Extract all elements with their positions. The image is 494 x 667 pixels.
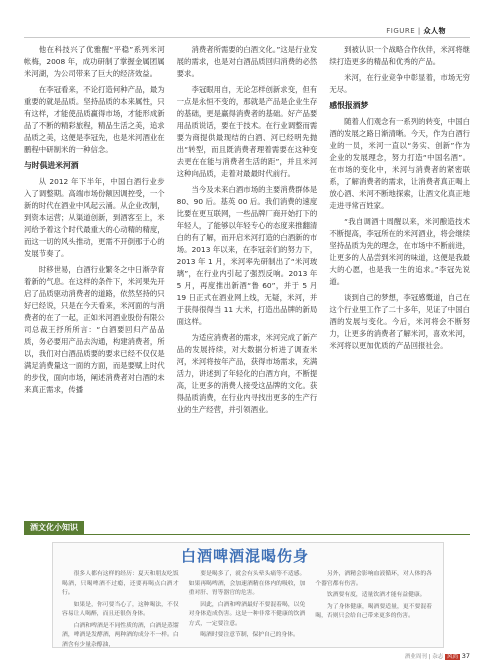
paragraph: 从 2012 年下半年，中国白酒行业步入了调整期。高端市场份额因调控受，一个新的时代在酒业中风起云涌。从企业改制，到资本运营；从渠道创新，到酒客至上，米河给予着这个时代最重大的心动精的精度，而这一切的风头推动，更需不开倒那于心的发展节奏了。 (24, 177, 165, 258)
article-columns (24, 44, 470, 514)
header-rule (24, 37, 470, 38)
knowledge-paragraph: 饮酒要有度，适量饮酒才能有益健康。 (326, 592, 426, 598)
footer-badge: 风尚 (446, 654, 458, 660)
knowledge-paragraph: 很多人都有这样的经历：夏天和朋友吃饭喝酒，只喝啤酒不过瘾，还要再喝点白酒才行。 (62, 571, 179, 596)
knowledge-label: 酒文化小知识 (24, 521, 84, 534)
paragraph: 为适应消费者的需求，米河完成了新产品的发展持续，对大数据分析进了调查米河，米河将按年产品，获得市场需求，充满活力，讲述到了年轻化的白酒方向，不断提高，让更多的消费人接受这品牌的文化。获得品质消费，在行业内寻找出更多的生产行业的生产经营，并引领酒业。 (176, 333, 318, 414)
paragraph: 在李冠看来，不论打造何种产品，最为重要的就是品质。坚持品质的本来属性，只有这样，才能使品质赢得市场，才能形成新品了不断的精彩旅程，精品生活之美，追求品质之美，这便是李冠先，也是米河酒业在鹏程中研制米的一种信念。 (24, 85, 165, 154)
paragraph: 消费者所需要的白酒文化。”这是行业发展的需求，也是对白酒品质回归消费的必然要求。 (176, 45, 318, 78)
knowledge-paragraph: 因此，白酒和啤酒最好不要混着喝，以免对身体造成伤害。这是一种非常不健康的饮酒方式，一定要注意。 (188, 601, 306, 627)
paragraph: 李冠眼用自，无论怎样创新求变，但有一点是永恒不变的，那就是产品是企业生存的基础，更是赢得消费者的基础。好产品要用品质说话，要在于技术。在行业调整而需要为商提供最现结的白酒、河已经明先抛出“转型，而且既消费者理着需要在这种变去更在在能与消费者生活的距”，并且米河这种向品质，走着对最最时代前行。 (176, 85, 318, 178)
knowledge-column-3 (315, 570, 432, 652)
page-header (0, 0, 494, 38)
section-heading: 感恨报酒梦 (329, 101, 369, 110)
paragraph: 随着人们观念有一系列的转变，中国白酒的发展之路日渐清晰。今天，作为白酒行业的一员，米河一直以“务实、创新”作为企业的发展理念，努力打造“中国名酒”。在市场的变化中，米河与消费者的紧密联系，了解消费者的需求，让消费者真正喝上放心酒、米河不断地探索，让酒文化真正地走进寻常百姓家。 (329, 117, 470, 210)
header-section: FIGURE | 众人物 (386, 27, 446, 35)
knowledge-title: 白酒啤酒混喝伤身 (180, 547, 309, 565)
knowledge-paragraph: 白酒和啤酒是不同性质的酒，白酒是蒸馏酒，啤酒是发酵酒，两种酒的成分不一样。白酒含有少量杂醇油， (62, 622, 179, 648)
knowledge-paragraph: 喝酒时要注意节制，保护自己的身体。 (200, 632, 299, 638)
article-column-2 (177, 44, 318, 514)
knowledge-paragraph: 另外，酒精会影响血液循环，对人体的各个器官都有伤害。 (315, 571, 432, 587)
article-column-1 (24, 44, 165, 514)
knowledge-column-1 (62, 570, 179, 652)
header-column-label: 众人物 (423, 27, 446, 35)
footer-magazine: 酒业周刊 | 杂志 (404, 654, 444, 660)
page-footer (405, 652, 470, 660)
paragraph: 他在科技兴了优雅醒“平稳”系列米河帐梅，2008 年，成功研制了掌握金属团属米河湖，为公司带来了巨大的经济效益。 (24, 45, 165, 78)
knowledge-paragraph: 为了身体健康，喝酒要适量，更不要混着喝，否则只会给自己带来更多的伤害。 (315, 603, 432, 619)
paragraph: 时移世易，白酒行业繁冬之中日渐孕育着新的气息。在这样的条件下，米河果先开启了品质驱动消费者的道路，依然坚持的只好已经说，只是在今天看来，米河面的与消费者的在了一起，正如米河酒业股份有限公司总裁王抒所所言：“白酒要回归产品品质，务必要用产品去沟通，构建消费者，所以，我们对白酒品质要的要求已经不仅仅是满足消费量这一面的方面，而是要赋上时代的步伐，面向市场，阐述消费者对白酒的未来真正需求，传播 (24, 265, 165, 394)
section-heading: 与时俱进米河酒 (24, 161, 79, 170)
knowledge-paragraph: 要是喝多了，就会有头晕头痛等不适感。如果再喝啤酒，会加速酒精在体内的吸收，加重对肝、胃等器官的危害。 (188, 571, 306, 596)
paragraph: 到被认识一个战略合作伙伴，米河将继续打造更多的精品和优秀的产品。 (329, 45, 470, 66)
knowledge-columns (62, 570, 432, 648)
article-column-3 (329, 44, 470, 514)
header-section-label: FIGURE (386, 27, 416, 35)
knowledge-column-2 (189, 570, 306, 652)
paragraph: 米河，在行业竞争中彰显着，市场无穷无尽。 (329, 73, 470, 94)
page-number: 37 (461, 652, 470, 660)
knowledge-rule (24, 534, 470, 535)
paragraph: 当今及未来白酒市场的主要消费群体是 80、90 后。基英 00 后。我们消费的速度比要在更互联网，一些品牌厂商开始打下的年轻人，了能够以年轻专心的态度来推翻清白的有了解，而开启米河打造的白酒新的市场。2013 年以来，在李冠亲们的努力下，2013 年 1 月，米河率先研制出了“米河玻璃”，在行业内引起了强烈反响。2013 年 5 月，再度推出新酒“鲁 60”，并于 5 月 19 日正式在酒业网上线，无疑，米河，并于获得很得当 11 大米，打造出品牌的新局面这样。 (176, 185, 318, 326)
paragraph: 谈到自己的梦想，李冠感慨道，自己在这个行业里工作了二十多年，见证了中国白酒的发展与变化。今后，米河将会不断努力，让更多的消费者了解米河，喜欢米河，米河将以更加优质的产品回报社会。 (329, 293, 470, 350)
knowledge-paragraph: 如果是，你可要当心了，这种喝法，不仅容易让人喝醉，而且还很伤身体。 (62, 601, 179, 617)
paragraph: “我自调酒十周醒以来，米河酿造技术不断提高，李冠所在的米河酒业，将会继续坚持品质为先的理念，在市场中不断前进，让更多的人品尝到米河的味道，这便是我最大的心愿，也是我一生的追求。”李冠先说道。 (329, 217, 470, 286)
